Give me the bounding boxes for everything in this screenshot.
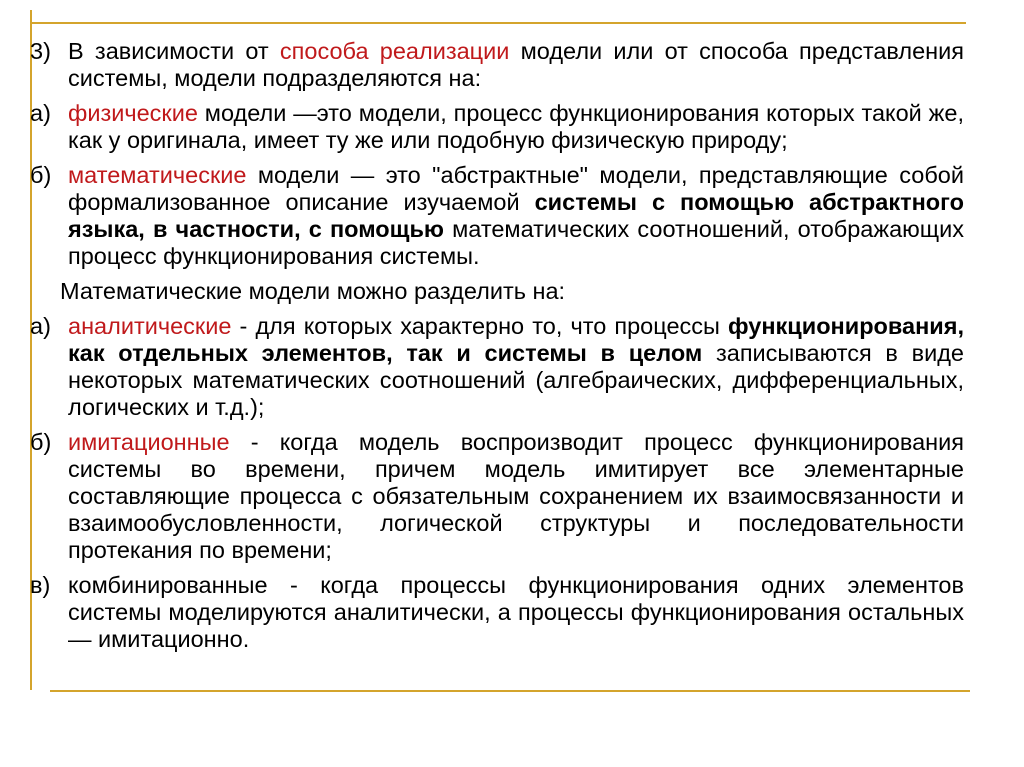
top-rule [30, 22, 966, 24]
item-marker: б) [30, 162, 52, 188]
item-marker: б) [30, 429, 52, 455]
paragraph-b-math [30, 162, 964, 270]
slide-content [30, 38, 964, 661]
item-marker: 3) [30, 38, 51, 64]
paragraph-a-analytic [30, 313, 964, 421]
text-run: математических соотношений, отображающих процесс функционирования системы. [68, 216, 964, 269]
item-text [68, 162, 964, 270]
item-text: комбинированные - когда процессы функционирования одних элементов системы моделируются аналитически, а процессы функционирования остальных — имитационно. [68, 572, 964, 652]
item-marker: а) [30, 313, 51, 339]
text-run: записываются в виде некоторых математических соотношений (алгебраических, дифференциальных, логических и т.д.); [68, 340, 964, 420]
item-marker: а) [30, 100, 51, 126]
subheading-math-models: Математические модели можно разделить на: [60, 278, 566, 304]
bottom-rule [50, 690, 970, 692]
paragraph-3 [30, 38, 964, 92]
text-run: - когда модель воспроизводит процесс функционирования системы во времени, причем модель имитирует все элементарные составляющие процесса с обязательным сохранением их взаимосвязанности и взаимообусловленности, логической структуры и последовательности протекания по времени; [68, 429, 964, 563]
item-marker: в) [30, 572, 51, 598]
item-text [68, 38, 964, 92]
text-run: модели —это модели, процесс функционирования которых такой же, как у оригинала, имеет ту же или подобную физическую природу; [68, 100, 964, 153]
highlight-term: математические [68, 162, 247, 188]
highlight-term: аналитические [68, 313, 232, 339]
text-run: модели или от способа представления системы, модели подразделяются на: [68, 38, 964, 91]
highlight-term: физические [68, 100, 198, 126]
bold-run: системы с помощью абстрактного языка, в частности, с помощью [68, 189, 964, 242]
item-text [68, 313, 964, 421]
text-run: В зависимости от [68, 38, 280, 64]
text-run: - для которых характерно то, что процессы [231, 313, 729, 339]
paragraph-b-imitation [30, 429, 964, 564]
highlight-term: имитационные [68, 429, 230, 455]
paragraph-a-physical [30, 100, 964, 154]
text-run: модели — это "абстрактные" модели, представляющие собой формализованное описание изучаемой [68, 162, 964, 215]
paragraph-v-combined [30, 572, 964, 653]
bold-run: функционирования, как отдельных элементов, так и системы в целом [68, 313, 964, 366]
highlight-term: способа реализации [279, 38, 510, 64]
item-text [68, 100, 964, 154]
item-text [68, 429, 964, 564]
